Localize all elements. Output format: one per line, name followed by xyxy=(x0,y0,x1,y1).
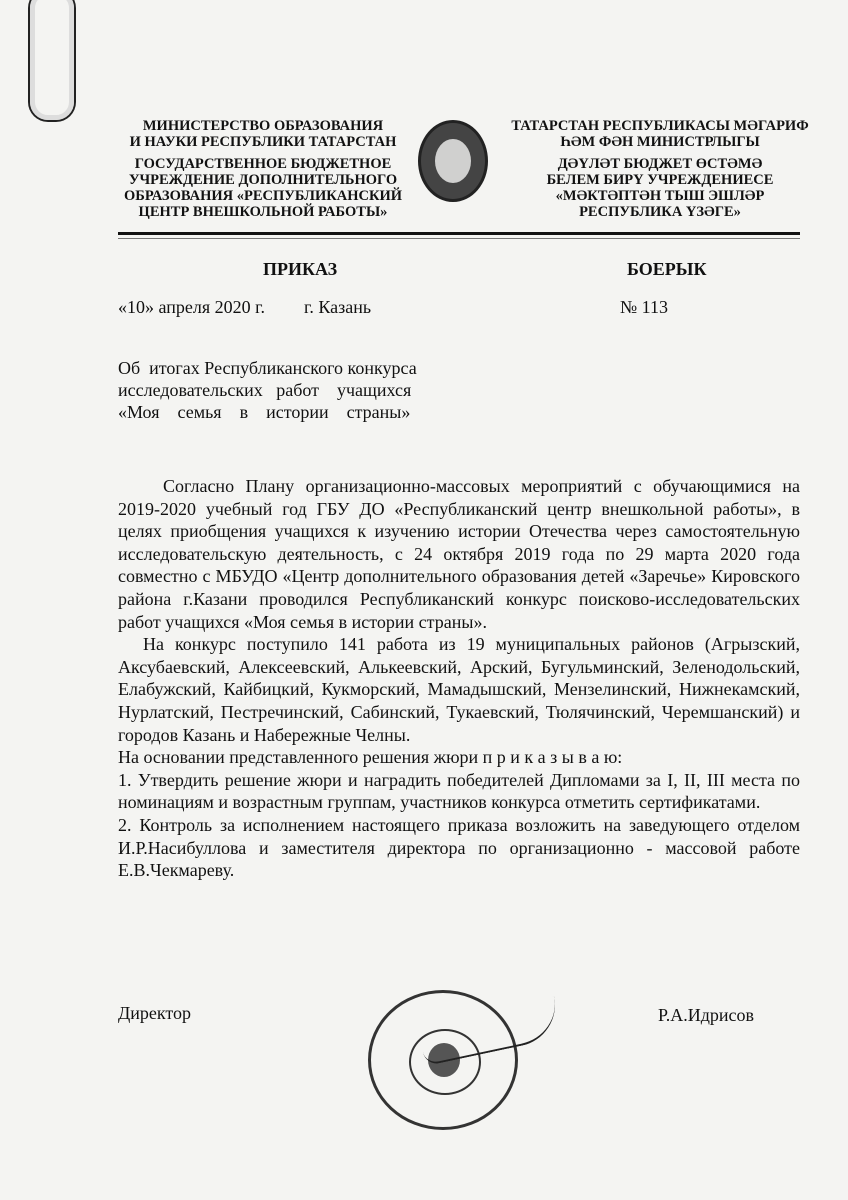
ministry-tt-line: ТАТАРСТАН РЕСПУБЛИКАСЫ МӘГАРИФ xyxy=(511,118,809,134)
ministry-ru-line: МИНИСТЕРСТВО ОБРАЗОВАНИЯ xyxy=(142,118,384,134)
subject-line: Об итогах Республиканского конкурса xyxy=(118,358,417,378)
signatory-name: Р.А.Идрисов xyxy=(658,1005,755,1025)
order-title-tt: БОЕРЫК xyxy=(627,259,707,279)
subject-line: исследовательских работ учащихся xyxy=(118,380,412,400)
header-divider xyxy=(118,232,800,235)
institution-ru-line: ЦЕНТР ВНЕШКОЛЬНОЙ РАБОТЫ» xyxy=(138,204,388,220)
institution-ru-line: УЧРЕЖДЕНИЕ ДОПОЛНИТЕЛЬНОГО xyxy=(128,172,398,188)
institution-ru-line: ГОСУДАРСТВЕННОЕ БЮДЖЕТНОЕ xyxy=(134,156,392,172)
order-body xyxy=(118,475,800,882)
order-title-ru: ПРИКАЗ xyxy=(263,259,338,279)
header-divider-thin xyxy=(118,238,800,239)
order-number: № 113 xyxy=(620,297,669,317)
signatory-position: Директор xyxy=(118,1003,192,1023)
body-paragraph: На конкурс поступило 141 работа из 19 муниципальных районов (Агрызский, Аксубаевский, Алексеевский, Алькеевский, Арский, Бугульминский, Зеленодольский, Елабужский, Кайбицкий, Кукморский, Мамадышский, Мензелинский, Нижнекамский, Нурлатский, Пестречинский, Сабинский, Тукаевский, Тюлячинский, Черемшанский) и городов Казань и Набережные Челны. xyxy=(118,634,800,745)
subject-line: «Моя семья в истории страны» xyxy=(118,402,411,422)
order-item-2: 2. Контроль за исполнением настоящего приказа возложить на заведующего отделом И.Р.Насибуллова и заместителя директора по организационно - массовой работе Е.В.Чекмареву. xyxy=(118,814,800,881)
tatarstan-emblem-icon xyxy=(418,120,488,202)
institution-tt-line: ДӘҮЛӘТ БЮДЖЕТ ӨСТӘМӘ xyxy=(557,156,763,172)
header-left xyxy=(113,118,413,220)
body-paragraph: Согласно Плану организационно-массовых мероприятий с обучающимися на 2019-2020 учебный год ГБУ ДО «Республиканский центр внешкольной работы», в целях приобщения учащихся к изучению истории Отечества через самостоятельную исследовательскую деятельность, с 24 октября 2019 года по 29 марта 2020 года совместно с МБУДО «Центр дополнительного образования детей «Заречье» Кировского района г.Казани проводился Республиканский конкурс поисково-исследовательских работ учащихся «Моя семья в истории страны». xyxy=(118,476,800,632)
order-city: г. Казань xyxy=(304,297,372,317)
ministry-ru-line: И НАУКИ РЕСПУБЛИКИ ТАТАРСТАН xyxy=(129,134,397,150)
institution-tt-line: БЕЛЕМ БИРҮ УЧРЕЖДЕНИЕСЕ xyxy=(546,172,774,188)
order-item-1: 1. Утвердить решение жюри и наградить победителей Дипломами за I, II, III места по номинациям и возрастным группам, участников конкурса отметить сертификатами. xyxy=(118,769,800,813)
institution-ru-line: ОБРАЗОВАНИЯ «РЕСПУБЛИКАНСКИЙ xyxy=(123,188,403,204)
institution-tt-line: РЕСПУБЛИКА ҮЗӘГЕ» xyxy=(579,204,741,220)
body-paragraph: На основании представленного решения жюри п р и к а з ы в а ю: xyxy=(118,747,623,768)
order-date: «10» апреля 2020 г. xyxy=(118,297,265,317)
order-subject xyxy=(118,357,417,423)
paperclip xyxy=(30,0,74,120)
header-right xyxy=(500,118,820,220)
institution-tt-line: «МӘКТӘПТӘН ТЫШ ЭШЛӘР xyxy=(555,188,765,204)
ministry-tt-line: ҺӘМ ФӘН МИНИСТРЛЫГЫ xyxy=(560,134,760,150)
